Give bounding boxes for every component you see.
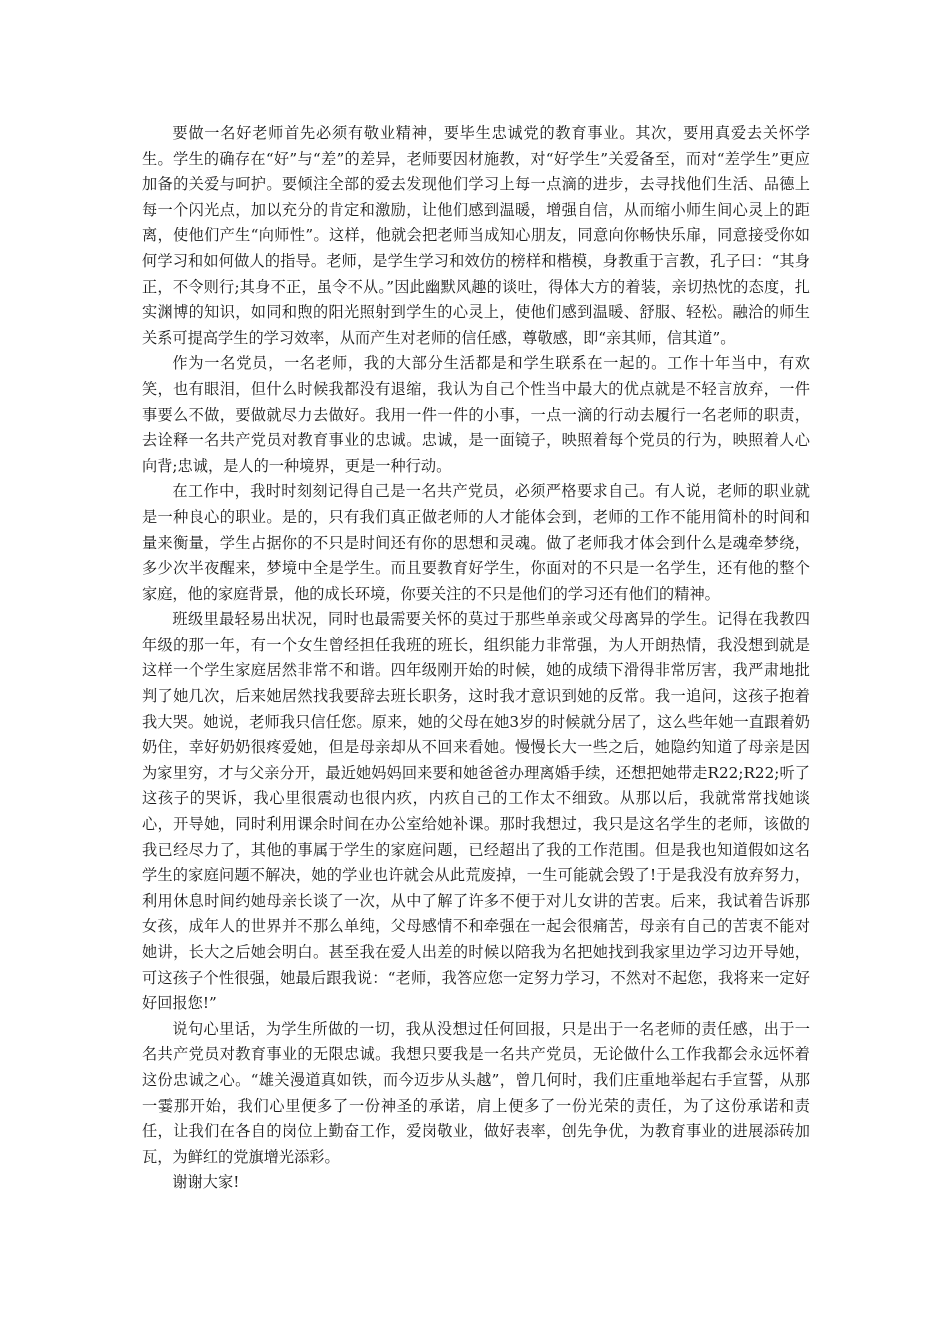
paragraph-1: 要做一名好老师首先必须有敬业精神，要毕生忠诚党的教育事业。其次，要用真爱去关怀学生。学生的确存在“好”与“差”的差异，老师要因材施教，对“好学生”关爱备至，而对“差学生”更应加备的关爱与呵护。要倾注全部的爱去发现他们学习上每一点滴的进步，去寻找他们生活、品德上每一个闪光点，加以充分的肯定和激励，让他们感到温暖，增强自信，从而缩小师生间心灵上的距离，使他们产生“向师性”。这样，他就会把老师当成知心朋友，同意向你畅快乐扉，同意接受你如何学习和如何做人的指导。老师，是学生学习和效仿的榜样和楷模，身教重于言教，孔子曰：“其身正，不令则行;其身不正，虽令不从。”因此幽默风趣的谈吐，得体大方的着装，亲切热忱的态度，扎实渊博的知识，如同和煦的阳光照射到学生的心灵上，使他们感到温暖、舒服、轻松。融洽的师生关系可提高学生的学习效率，从而产生对老师的信任感，尊敬感，即“亲其师，信其道”。 — [142, 124, 810, 347]
closing-line: 谢谢大家! — [172, 1173, 240, 1192]
paragraph-3: 在工作中，我时时刻刻记得自己是一名共产党员，必须严格要求自己。有人说，老师的职业就是一种良心的职业。是的，只有我们真正做老师的人才能体会到，老师的工作不能用简朴的时间和量来衡量，学生占据你的不只是时间还有你的思想和灵魂。做了老师我才体会到什么是魂牵梦绕，多少次半夜醒来，梦境中全是学生。而且要教育好学生，你面对的不只是一名学生，还有他的整个家庭，他的家庭背景，他的成长环境，你要关注的不只是他们的学习还有他们的精神。 — [142, 482, 810, 603]
paragraph-4: 班级里最轻易出状况，同时也最需要关怀的莫过于那些单亲或父母离异的学生。记得在我教四年级的那一年，有一个女生曾经担任我班的班长，组织能力非常强，为人开朗热情，我没想到就是这样一个学生家庭居然非常不和谐。四年级刚开始的时候，她的成绩下滑得非常厉害，我严肃地批判了她几次，后来她居然找我要辞去班长职务，这时我才意识到她的反常。我一追问，这孩子抱着我大哭。她说，老师我只信任您。原来，她的父母在她3岁的时候就分居了，这么些年她一直跟着奶奶住，幸好奶奶很疼爱她，但是母亲却从不回来看她。慢慢长大一些之后，她隐约知道了母亲是因为家里穷，才与父亲分开，最近她妈妈回来要和她爸爸办理离婚手续，还想把她带走R22;R22;听了这孩子的哭诉，我心里很震动也很内疚，内疚自己的工作太不细致。从那以后，我就常常找她谈心，开导她，同时利用课余时间在办公室给她补课。那时我想过，我只是这名学生的老师，该做的我已经尽力了，其他的事属于学生的家庭问题，已经超出了我的工作范围。但是我也知道假如这名学生的家庭问题不解决，她的学业也许就会从此荒废掉，一生可能就会毁了!于是我没有放弃努力，利用休息时间约她母亲长谈了一次，从中了解了许多不便于对儿女讲的苦衷。后来，我试着告诉那女孩，成年人的世界并不那么单纯，父母感情不和牵强在一起会很痛苦，母亲有自己的苦衷不能对她讲，长大之后她会明白。甚至我在爱人出差的时候以陪我为名把她找到我家里边学习边开导她，可这孩子个性很强，她最后跟我说：“老师，我答应您一定努力学习，不然对不起您，我将来一定好好回报您!” — [142, 610, 810, 1013]
paragraph-5: 说句心里话，为学生所做的一切，我从没想过任何回报，只是出于一名老师的责任感，出于一名共产党员对教育事业的无限忠诚。我想只要我是一名共产党员，无论做什么工作我都会永远怀着这份忠诚之心。“雄关漫道真如铁，而今迈步从头越”，曾几何时，我们庄重地举起右手宣誓，从那一霎那开始，我们心里便多了一份神圣的承诺，肩上便多了一份光荣的责任，为了这份承诺和责任，让我们在各自的岗位上勤奋工作，爱岗敬业，做好表率，创先争优，为教育事业的进展添砖加瓦，为鲜红的党旗增光添彩。 — [142, 1019, 810, 1166]
paragraph-2: 作为一名党员，一名老师，我的大部分生活都是和学生联系在一起的。工作十年当中，有欢笑，也有眼泪，但什么时候我都没有退缩，我认为自己个性当中最大的优点就是不轻言放弃，一件事要么不做，要做就尽力去做好。我用一件一件的小事，一点一滴的行动去履行一名老师的职责，去诠释一名共产党员对教育事业的忠诚。忠诚，是一面镜子，映照着每个党员的行为，映照着人心向背;忠诚，是人的一种境界，更是一种行动。 — [142, 354, 810, 475]
